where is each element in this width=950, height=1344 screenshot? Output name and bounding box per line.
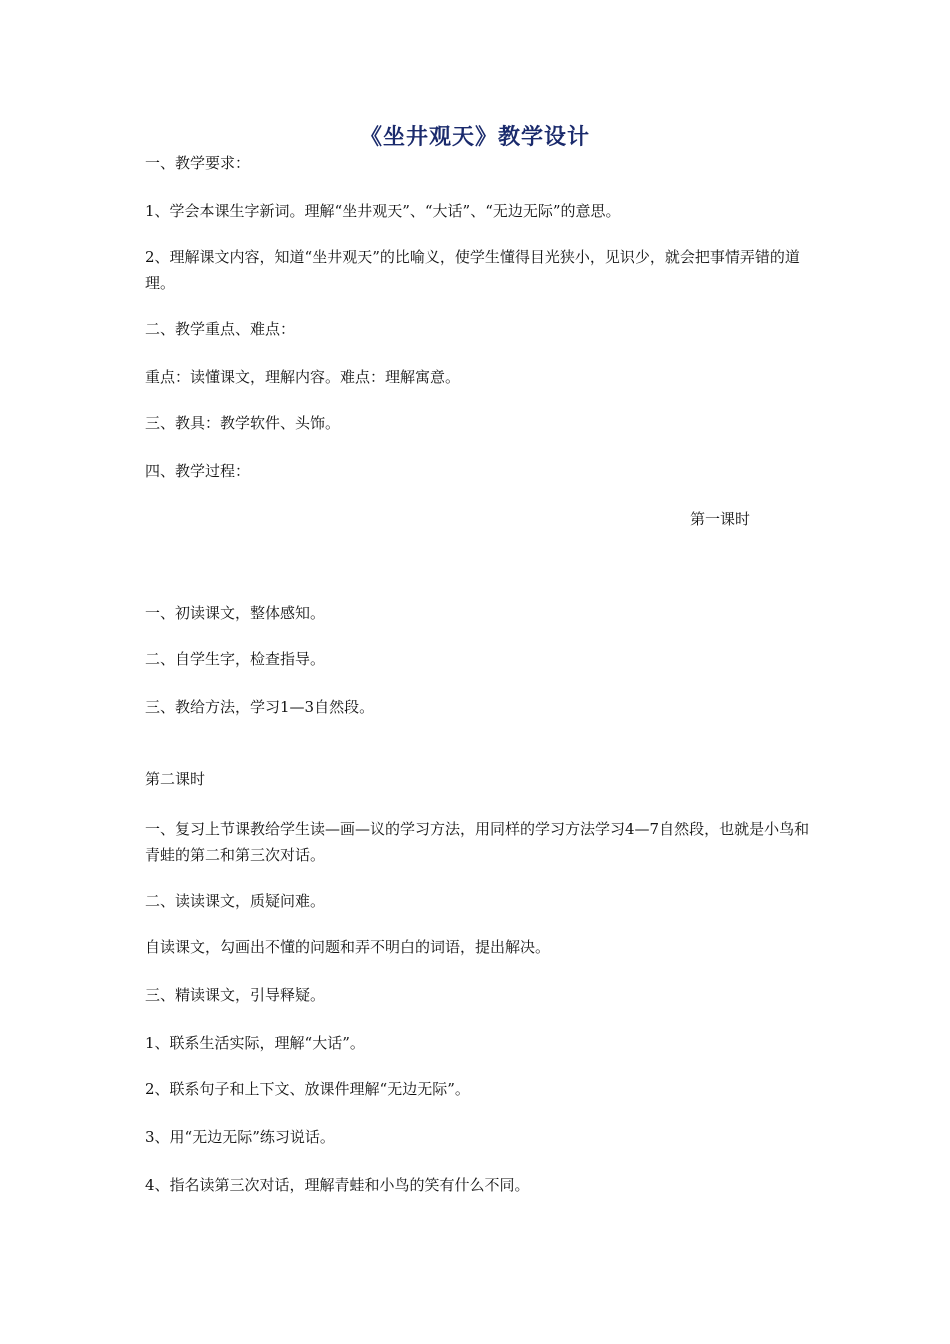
section-heading-requirements: 一、教学要求： <box>145 154 251 172</box>
document-title: 《坐井观天》教学设计 <box>359 125 590 150</box>
requirement-item-1: 1、学会本课生字新词。理解“坐井观天”、“大话”、“无边无际”的意思。 <box>145 202 621 220</box>
lesson-two-step-2-detail: 自读课文，勾画出不懂的问题和弄不明白的词语，提出解决。 <box>145 938 551 956</box>
key-points-text: 重点：读懂课文，理解内容。难点：理解寓意。 <box>145 368 461 386</box>
lesson-one-step-3: 三、教给方法，学习1—3自然段。 <box>145 698 375 716</box>
lesson-one-step-2: 二、自学生字，检查指导。 <box>145 650 326 668</box>
section-heading-key-points: 二、教学重点、难点： <box>145 320 296 338</box>
lesson-two-heading: 第二课时 <box>145 770 206 788</box>
lesson-one-step-1: 一、初读课文，整体感知。 <box>145 604 326 622</box>
lesson-two-step-1: 一、复习上节课教给学生读—画—议的学习方法，用同样的学习方法学习4—7自然段，也就是小鸟和青蛙的第二和第三次对话。 <box>145 820 810 864</box>
section-heading-tools: 三、教具：教学软件、头饰。 <box>145 414 341 432</box>
requirement-item-2: 2、理解课文内容，知道“坐井观天”的比喻义，使学生懂得目光狭小，见识少，就会把事情弄错的道理。 <box>145 248 800 292</box>
lesson-one-heading: 第一课时 <box>690 510 751 528</box>
lesson-two-step-3-item-2: 2、联系句子和上下文、放课件理解“无边无际”。 <box>145 1080 470 1098</box>
lesson-two-step-3-item-3: 3、用“无边无际”练习说话。 <box>145 1128 335 1146</box>
lesson-two-step-3-item-1: 1、联系生活实际，理解“大话”。 <box>145 1034 365 1052</box>
lesson-two-step-3: 三、精读课文，引导释疑。 <box>145 986 326 1004</box>
lesson-two-step-2: 二、读读课文，质疑问难。 <box>145 892 326 910</box>
lesson-two-step-3-item-4: 4、指名读第三次对话，理解青蛙和小鸟的笑有什么不同。 <box>145 1176 530 1194</box>
section-heading-process: 四、教学过程： <box>145 462 251 480</box>
